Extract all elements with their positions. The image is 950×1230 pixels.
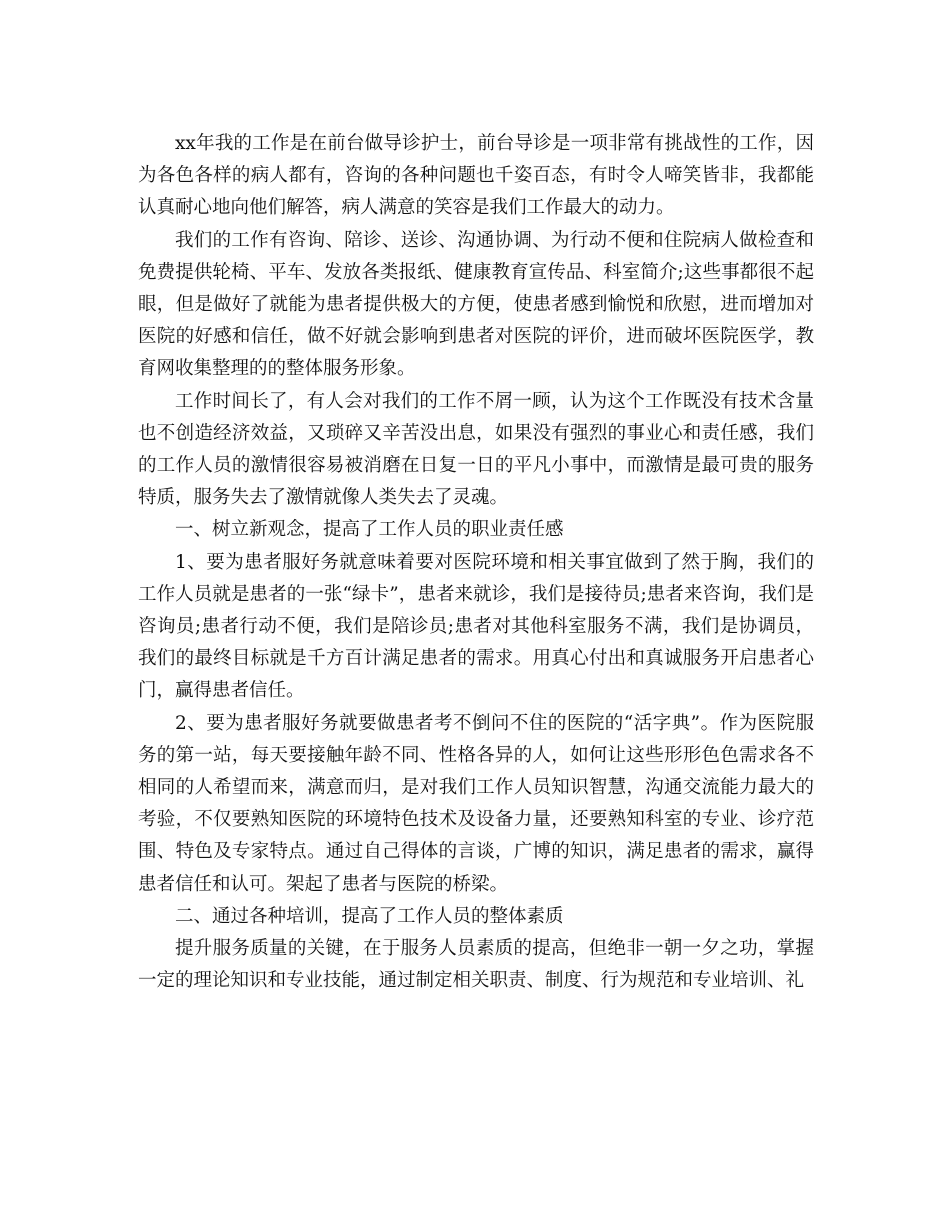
paragraph-attitude: 工作时间长了，有人会对我们的工作不屑一顾，认为这个工作既没有技术含量也不创造经济效益，又琐碎又辛苦没出息，如果没有强烈的事业心和责任感，我们的工作人员的激情很容易被消磨在日复一日的平凡小事中，而激情是最可贵的服务特质，服务失去了激情就像人类失去了灵魂。 [138, 390, 814, 509]
section-heading-2: 二、通过各种培训，提高了工作人员的整体素质 [175, 905, 564, 927]
paragraph-intro: xx年我的工作是在前台做导诊护士，前台导诊是一项非常有挑战性的工作，因为各色各样的病人都有，咨询的各种问题也千姿百态，有时令人啼笑皆非，我都能认真耐心地向他们解答，病人满意的笑容是我们工作最大的动力。 [138, 133, 814, 219]
paragraph-point-1: 1、要为患者服好务就意味着要对医院环境和相关事宜做到了然于胸，我们的工作人员就是患者的一张“绿卡”，患者来就诊，我们是接待员;患者来咨询，我们是咨询员;患者行动不便，我们是陪诊员;患者对其他科室服务不满，我们是协调员，我们的最终目标就是千方百计满足患者的需求。用真心付出和真诚服务开启患者心门，赢得患者信任。 [138, 551, 814, 702]
paragraph-training: 提升服务质量的关键，在于服务人员素质的提高，但绝非一朝一夕之功，掌握一定的理论知识和专业技能，通过制定相关职责、制度、行为规范和专业培训、礼 [138, 938, 814, 992]
paragraph-point-2: 2、要为患者服好务就要做患者考不倒问不住的医院的“活字典”。作为医院服务的第一站，每天要接触年龄不同、性格各异的人，如何让这些形形色色需求各不相同的人希望而来，满意而归，是对我们工作人员知识智慧，沟通交流能力最大的考验，不仅要熟知医院的环境特色技术及设备力量，还要熟知科室的专业、诊疗范围、特色及专家特点。通过自己得体的言谈，广博的知识，满足患者的需求，赢得患者信任和认可。架起了患者与医院的桥梁。 [138, 712, 814, 895]
paragraph-duties: 我们的工作有咨询、陪诊、送诊、沟通协调、为行动不便和住院病人做检查和免费提供轮椅、平车、发放各类报纸、健康教育宣传品、科室简介;这些事都很不起眼，但是做好了就能为患者提供极大的方便，使患者感到愉悦和欣慰，进而增加对医院的好感和信任，做不好就会影响到患者对医院的评价，进而破坏医院医学，教育网收集整理的的整体服务形象。 [138, 229, 814, 380]
document-body [138, 128, 814, 997]
section-heading-1: 一、树立新观念，提高了工作人员的职业责任感 [175, 519, 564, 541]
